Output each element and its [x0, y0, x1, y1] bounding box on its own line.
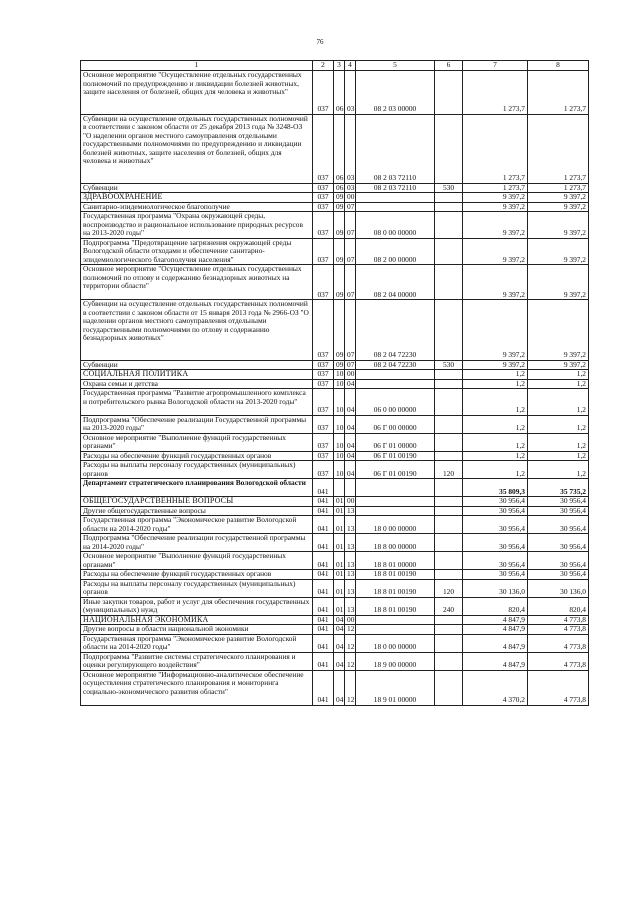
table-row	[81, 534, 589, 552]
amount-year-1: 9 397,2	[463, 238, 528, 265]
section-code: 01	[334, 552, 345, 570]
ministry-code: 037	[313, 389, 334, 416]
amount-year-2: 1,2	[528, 415, 589, 433]
expense-type-code	[435, 652, 463, 670]
section-code: 09	[334, 193, 345, 203]
ministry-code: 037	[313, 238, 334, 265]
target-article-code	[356, 370, 435, 380]
target-article-code: 18 8 01 00190	[356, 579, 435, 597]
amount-year-1: 1,2	[463, 370, 528, 380]
ministry-code: 041	[313, 570, 334, 580]
subsection-code: 07	[345, 238, 356, 265]
column-header: 7	[463, 61, 528, 71]
table-row	[81, 461, 589, 479]
ministry-code: 037	[313, 71, 334, 115]
row-name: Департамент стратегического планирования Вологодской области	[81, 479, 313, 497]
section-code: 10	[334, 370, 345, 380]
section-code: 09	[334, 238, 345, 265]
subsection-code: 12	[345, 670, 356, 705]
column-header: 8	[528, 61, 589, 71]
amount-year-2: 30 956,4	[528, 506, 589, 516]
subsection-code: 13	[345, 597, 356, 615]
target-article-code: 06 Г 01 00000	[356, 433, 435, 451]
subsection-code: 07	[345, 360, 356, 370]
section-code: 10	[334, 389, 345, 416]
table-row	[81, 433, 589, 451]
amount-year-1: 30 956,4	[463, 534, 528, 552]
expense-type-code	[435, 114, 463, 183]
target-article-code	[356, 615, 435, 625]
amount-year-2: 30 956,4	[528, 552, 589, 570]
amount-year-2: 9 397,2	[528, 300, 589, 361]
subsection-code: 07	[345, 212, 356, 239]
table-row	[81, 670, 589, 705]
subsection-code: 03	[345, 183, 356, 193]
target-article-code: 06 Г 01 00190	[356, 461, 435, 479]
amount-year-2: 4 773,8	[528, 634, 589, 652]
table-row	[81, 652, 589, 670]
amount-year-2: 820,4	[528, 597, 589, 615]
amount-year-2: 4 773,8	[528, 625, 589, 635]
ministry-code: 041	[313, 670, 334, 705]
ministry-code: 041	[313, 552, 334, 570]
table-header-row	[81, 61, 589, 71]
table-row	[81, 300, 589, 361]
section-code: 01	[334, 597, 345, 615]
expense-type-code	[435, 615, 463, 625]
section-code: 06	[334, 114, 345, 183]
section-code: 01	[334, 516, 345, 534]
amount-year-1: 30 136,0	[463, 579, 528, 597]
row-name: Основное мероприятие "Выполнение функций государственных органами"	[81, 433, 313, 451]
table-row	[81, 579, 589, 597]
column-header: 5	[356, 61, 435, 71]
row-name: Основное мероприятие "Информационно-аналитическое обеспечение осуществления стратегического планирования и мониторинга социально-экономического развития области"	[81, 670, 313, 705]
row-name: Подпрограмма "Развитие системы стратегического планирования и оценки регулирующего воздействия"	[81, 652, 313, 670]
section-code: 10	[334, 415, 345, 433]
table-row	[81, 212, 589, 239]
expense-type-code	[435, 212, 463, 239]
amount-year-2: 35 735,2	[528, 479, 589, 497]
table-row	[81, 552, 589, 570]
target-article-code	[356, 379, 435, 389]
table-row	[81, 202, 589, 212]
column-header: 4	[345, 61, 356, 71]
expense-type-code	[435, 570, 463, 580]
table-row	[81, 193, 589, 203]
ministry-code: 041	[313, 597, 334, 615]
expense-type-code	[435, 670, 463, 705]
expense-type-code	[435, 534, 463, 552]
subsection-code: 13	[345, 552, 356, 570]
expense-type-code	[435, 202, 463, 212]
expense-type-code	[435, 265, 463, 300]
table-row	[81, 389, 589, 416]
target-article-code: 18 8 00 00000	[356, 534, 435, 552]
expense-type-code: 120	[435, 579, 463, 597]
amount-year-2: 1,2	[528, 451, 589, 461]
section-code: 10	[334, 451, 345, 461]
expense-type-code	[435, 300, 463, 361]
ministry-code: 037	[313, 193, 334, 203]
expense-type-code	[435, 625, 463, 635]
row-name: Другие вопросы в области национальной экономики	[81, 625, 313, 635]
amount-year-2: 30 956,4	[528, 497, 589, 507]
row-name: Государственная программа "Экономическое развитие Вологодской области на 2014-2020 годы"	[81, 634, 313, 652]
ministry-code: 037	[313, 433, 334, 451]
ministry-code: 037	[313, 379, 334, 389]
ministry-code: 041	[313, 497, 334, 507]
amount-year-2: 1 273,7	[528, 183, 589, 193]
row-name: Государственная программа "Охрана окружающей среды, воспроизводство и рациональное использование природных ресурсов на 2013-2020 годы"	[81, 212, 313, 239]
table-row	[81, 360, 589, 370]
target-article-code	[356, 202, 435, 212]
target-article-code: 06 Г 00 00000	[356, 415, 435, 433]
expense-type-code	[435, 506, 463, 516]
section-code: 09	[334, 212, 345, 239]
subsection-code: 07	[345, 300, 356, 361]
expense-type-code: 530	[435, 360, 463, 370]
amount-year-1: 35 809,3	[463, 479, 528, 497]
table-row	[81, 183, 589, 193]
amount-year-1: 1 273,7	[463, 71, 528, 115]
target-article-code: 18 9 00 00000	[356, 652, 435, 670]
amount-year-2: 1,2	[528, 461, 589, 479]
row-name: Расходы на обеспечение функций государственных органов	[81, 451, 313, 461]
expense-type-code	[435, 370, 463, 380]
amount-year-1: 4 847,9	[463, 652, 528, 670]
ministry-code: 041	[313, 534, 334, 552]
amount-year-1: 9 397,2	[463, 202, 528, 212]
subsection-code: 04	[345, 451, 356, 461]
ministry-code: 037	[313, 370, 334, 380]
row-name: Основное мероприятие "Выполнение функций государственных органами"	[81, 552, 313, 570]
row-name: НАЦИОНАЛЬНАЯ ЭКОНОМИКА	[81, 615, 313, 625]
target-article-code	[356, 193, 435, 203]
expense-type-code	[435, 415, 463, 433]
expense-type-code	[435, 516, 463, 534]
row-name: Расходы на обеспечение функций государственных органов	[81, 570, 313, 580]
table-row	[81, 114, 589, 183]
amount-year-2: 4 773,8	[528, 615, 589, 625]
section-code: 10	[334, 461, 345, 479]
subsection-code: 13	[345, 570, 356, 580]
ministry-code: 041	[313, 579, 334, 597]
subsection-code: 04	[345, 379, 356, 389]
target-article-code: 18 0 00 00000	[356, 516, 435, 534]
subsection-code: 00	[345, 497, 356, 507]
subsection-code: 04	[345, 433, 356, 451]
section-code: 09	[334, 300, 345, 361]
subsection-code: 07	[345, 202, 356, 212]
ministry-code: 037	[313, 461, 334, 479]
amount-year-1: 4 370,2	[463, 670, 528, 705]
row-name: Основное мероприятие "Осуществление отдельных государственных полномочий по отлову и содержанию безнадзорных животных на территории области"	[81, 265, 313, 300]
subsection-code: 04	[345, 415, 356, 433]
section-code: 01	[334, 497, 345, 507]
ministry-code: 037	[313, 451, 334, 461]
ministry-code: 037	[313, 183, 334, 193]
amount-year-1: 1,2	[463, 379, 528, 389]
target-article-code: 08 2 03 72110	[356, 114, 435, 183]
ministry-code: 041	[313, 615, 334, 625]
amount-year-2: 30 956,4	[528, 570, 589, 580]
ministry-code: 041	[313, 652, 334, 670]
table-row	[81, 570, 589, 580]
amount-year-1: 9 397,2	[463, 193, 528, 203]
target-article-code	[356, 497, 435, 507]
subsection-code: 03	[345, 114, 356, 183]
amount-year-2: 1 273,7	[528, 71, 589, 115]
table-row	[81, 71, 589, 115]
section-code: 09	[334, 265, 345, 300]
ministry-code: 037	[313, 114, 334, 183]
expense-type-code	[435, 451, 463, 461]
expense-type-code	[435, 552, 463, 570]
section-code: 01	[334, 534, 345, 552]
section-code: 04	[334, 634, 345, 652]
row-name: Расходы на выплаты персоналу государственных (муниципальных) органов	[81, 461, 313, 479]
row-name: СОЦИАЛЬНАЯ ПОЛИТИКА	[81, 370, 313, 380]
target-article-code: 18 8 01 00190	[356, 570, 435, 580]
amount-year-1: 1 273,7	[463, 183, 528, 193]
table-row	[81, 597, 589, 615]
ministry-code: 037	[313, 202, 334, 212]
table-row	[81, 451, 589, 461]
ministry-code: 041	[313, 506, 334, 516]
target-article-code: 06 Г 01 00190	[356, 451, 435, 461]
subsection-code: 07	[345, 265, 356, 300]
target-article-code: 08 2 03 00000	[356, 71, 435, 115]
table-row	[81, 238, 589, 265]
section-code: 04	[334, 625, 345, 635]
subsection-code: 03	[345, 71, 356, 115]
table-row	[81, 479, 589, 497]
ministry-code: 037	[313, 300, 334, 361]
expense-type-code	[435, 238, 463, 265]
table-row	[81, 379, 589, 389]
amount-year-2: 1,2	[528, 389, 589, 416]
section-code: 04	[334, 670, 345, 705]
subsection-code: 00	[345, 193, 356, 203]
amount-year-2: 1,2	[528, 370, 589, 380]
amount-year-2: 1,2	[528, 433, 589, 451]
ministry-code: 037	[313, 360, 334, 370]
table-row	[81, 415, 589, 433]
target-article-code: 18 0 00 00000	[356, 634, 435, 652]
row-name: ОБЩЕГОСУДАРСТВЕННЫЕ ВОПРОСЫ	[81, 497, 313, 507]
amount-year-1: 9 397,2	[463, 300, 528, 361]
subsection-code	[345, 479, 356, 497]
amount-year-2: 1,2	[528, 379, 589, 389]
row-name: Подпрограмма "Обеспечение реализации Государственной программы на 2013-2020 годы"	[81, 415, 313, 433]
target-article-code: 08 2 04 72230	[356, 360, 435, 370]
row-name: Подпрограмма "Обеспечение реализации государственной программы на 2014-2020 годы"	[81, 534, 313, 552]
column-header: 3	[334, 61, 345, 71]
amount-year-1: 1,2	[463, 415, 528, 433]
expense-type-code	[435, 379, 463, 389]
amount-year-2: 30 136,0	[528, 579, 589, 597]
subsection-code: 12	[345, 652, 356, 670]
amount-year-1: 30 956,4	[463, 506, 528, 516]
amount-year-1: 30 956,4	[463, 570, 528, 580]
subsection-code: 13	[345, 516, 356, 534]
row-name: Государственная программа "Развитие агропромышленного комплекса и потребительского рынка Вологодской области на 2013-2020 годы"	[81, 389, 313, 416]
subsection-code: 13	[345, 534, 356, 552]
section-code: 01	[334, 506, 345, 516]
ministry-code: 037	[313, 415, 334, 433]
target-article-code: 08 2 04 72230	[356, 300, 435, 361]
subsection-code: 12	[345, 625, 356, 635]
amount-year-1: 1,2	[463, 433, 528, 451]
row-name: Охрана семьи и детства	[81, 379, 313, 389]
table-row	[81, 265, 589, 300]
subsection-code: 04	[345, 389, 356, 416]
amount-year-1: 30 956,4	[463, 552, 528, 570]
ministry-code: 037	[313, 265, 334, 300]
column-header: 2	[313, 61, 334, 71]
expense-type-code	[435, 71, 463, 115]
expense-type-code	[435, 193, 463, 203]
table-row	[81, 516, 589, 534]
ministry-code: 041	[313, 516, 334, 534]
table-row	[81, 370, 589, 380]
row-name: Субвенции на осуществление отдельных государственных полномочий в соответствии с законом области от 15 января 2013 года № 2966-ОЗ "О наделении органов местного самоуправления отдельными государственными полномочиями по отлову и содержанию безнадзорных животных"	[81, 300, 313, 361]
amount-year-2: 9 397,2	[528, 238, 589, 265]
amount-year-2: 9 397,2	[528, 202, 589, 212]
expense-type-code	[435, 433, 463, 451]
amount-year-2: 4 773,8	[528, 652, 589, 670]
table-row	[81, 615, 589, 625]
table-row	[81, 625, 589, 635]
amount-year-2: 9 397,2	[528, 193, 589, 203]
row-name: ЗДРАВООХРАНЕНИЕ	[81, 193, 313, 203]
subsection-code: 13	[345, 506, 356, 516]
amount-year-1: 30 956,4	[463, 516, 528, 534]
target-article-code: 08 2 04 00000	[356, 265, 435, 300]
target-article-code	[356, 625, 435, 635]
row-name: Основное мероприятие "Осуществление отдельных государственных полномочий по предупреждению и ликвидации болезней животных, защите населения от болезней, общих для человека и животных"	[81, 71, 313, 115]
amount-year-2: 9 397,2	[528, 360, 589, 370]
row-name: Государственная программа "Экономическое развитие Вологодской области на 2014-2020 годы"	[81, 516, 313, 534]
section-code: 01	[334, 579, 345, 597]
row-name: Подпрограмма "Предотвращение загрязнения окружающей среды Вологодской области отходами и обеспечение санитарно-эпидемиологического благополучия населения"	[81, 238, 313, 265]
row-name: Расходы на выплаты персоналу государственных (муниципальных) органов	[81, 579, 313, 597]
ministry-code: 037	[313, 212, 334, 239]
amount-year-1: 1 273,7	[463, 114, 528, 183]
expense-type-code	[435, 497, 463, 507]
section-code: 06	[334, 183, 345, 193]
row-name: Иные закупки товаров, работ и услуг для обеспечения государственных (муниципальных) нужд	[81, 597, 313, 615]
amount-year-2: 1 273,7	[528, 114, 589, 183]
amount-year-1: 1,2	[463, 389, 528, 416]
target-article-code: 08 0 00 00000	[356, 212, 435, 239]
target-article-code: 08 2 03 72110	[356, 183, 435, 193]
section-code: 09	[334, 360, 345, 370]
budget-table	[80, 60, 589, 706]
expense-type-code	[435, 479, 463, 497]
row-name: Субвенции на осуществление отдельных государственных полномочий в соответствии с законом области от 25 декабря 2013 года № 3248-ОЗ "О наделении органов местного самоуправления отдельными государственными полномочиями по предупреждению и ликвидации болезней животных, защите населения от болезней, общих для человека и животных"	[81, 114, 313, 183]
amount-year-1: 4 847,9	[463, 625, 528, 635]
target-article-code	[356, 479, 435, 497]
amount-year-2: 30 956,4	[528, 516, 589, 534]
section-code: 09	[334, 202, 345, 212]
section-code: 06	[334, 71, 345, 115]
amount-year-1: 4 847,9	[463, 615, 528, 625]
subsection-code: 00	[345, 615, 356, 625]
table-row	[81, 634, 589, 652]
amount-year-1: 9 397,2	[463, 360, 528, 370]
subsection-code: 04	[345, 461, 356, 479]
section-code: 01	[334, 570, 345, 580]
section-code: 04	[334, 652, 345, 670]
row-name: Другие общегосударственные вопросы	[81, 506, 313, 516]
expense-type-code: 240	[435, 597, 463, 615]
amount-year-2: 30 956,4	[528, 534, 589, 552]
page-number: 76	[316, 38, 324, 46]
table-row	[81, 506, 589, 516]
column-header: 6	[435, 61, 463, 71]
target-article-code: 18 8 01 00000	[356, 552, 435, 570]
ministry-code: 041	[313, 634, 334, 652]
ministry-code: 041	[313, 479, 334, 497]
expense-type-code	[435, 634, 463, 652]
subsection-code: 00	[345, 370, 356, 380]
amount-year-1: 9 397,2	[463, 212, 528, 239]
target-article-code: 06 0 00 00000	[356, 389, 435, 416]
ministry-code: 041	[313, 625, 334, 635]
section-code	[334, 479, 345, 497]
amount-year-2: 9 397,2	[528, 265, 589, 300]
section-code: 10	[334, 379, 345, 389]
row-name: Субвенции	[81, 360, 313, 370]
target-article-code: 18 8 01 00190	[356, 597, 435, 615]
amount-year-1: 1,2	[463, 451, 528, 461]
expense-type-code: 120	[435, 461, 463, 479]
row-name: Санитарно-эпидемиологическое благополучие	[81, 202, 313, 212]
amount-year-1: 4 847,9	[463, 634, 528, 652]
section-code: 10	[334, 433, 345, 451]
target-article-code: 08 2 00 00000	[356, 238, 435, 265]
table-row	[81, 497, 589, 507]
amount-year-1: 1,2	[463, 461, 528, 479]
expense-type-code	[435, 389, 463, 416]
amount-year-1: 9 397,2	[463, 265, 528, 300]
subsection-code: 13	[345, 579, 356, 597]
target-article-code: 18 9 01 00000	[356, 670, 435, 705]
amount-year-1: 30 956,4	[463, 497, 528, 507]
amount-year-2: 4 773,8	[528, 670, 589, 705]
amount-year-1: 820,4	[463, 597, 528, 615]
row-name: Субвенции	[81, 183, 313, 193]
section-code: 04	[334, 615, 345, 625]
expense-type-code: 530	[435, 183, 463, 193]
target-article-code	[356, 506, 435, 516]
amount-year-2: 9 397,2	[528, 212, 589, 239]
column-header: 1	[81, 61, 313, 71]
subsection-code: 12	[345, 634, 356, 652]
